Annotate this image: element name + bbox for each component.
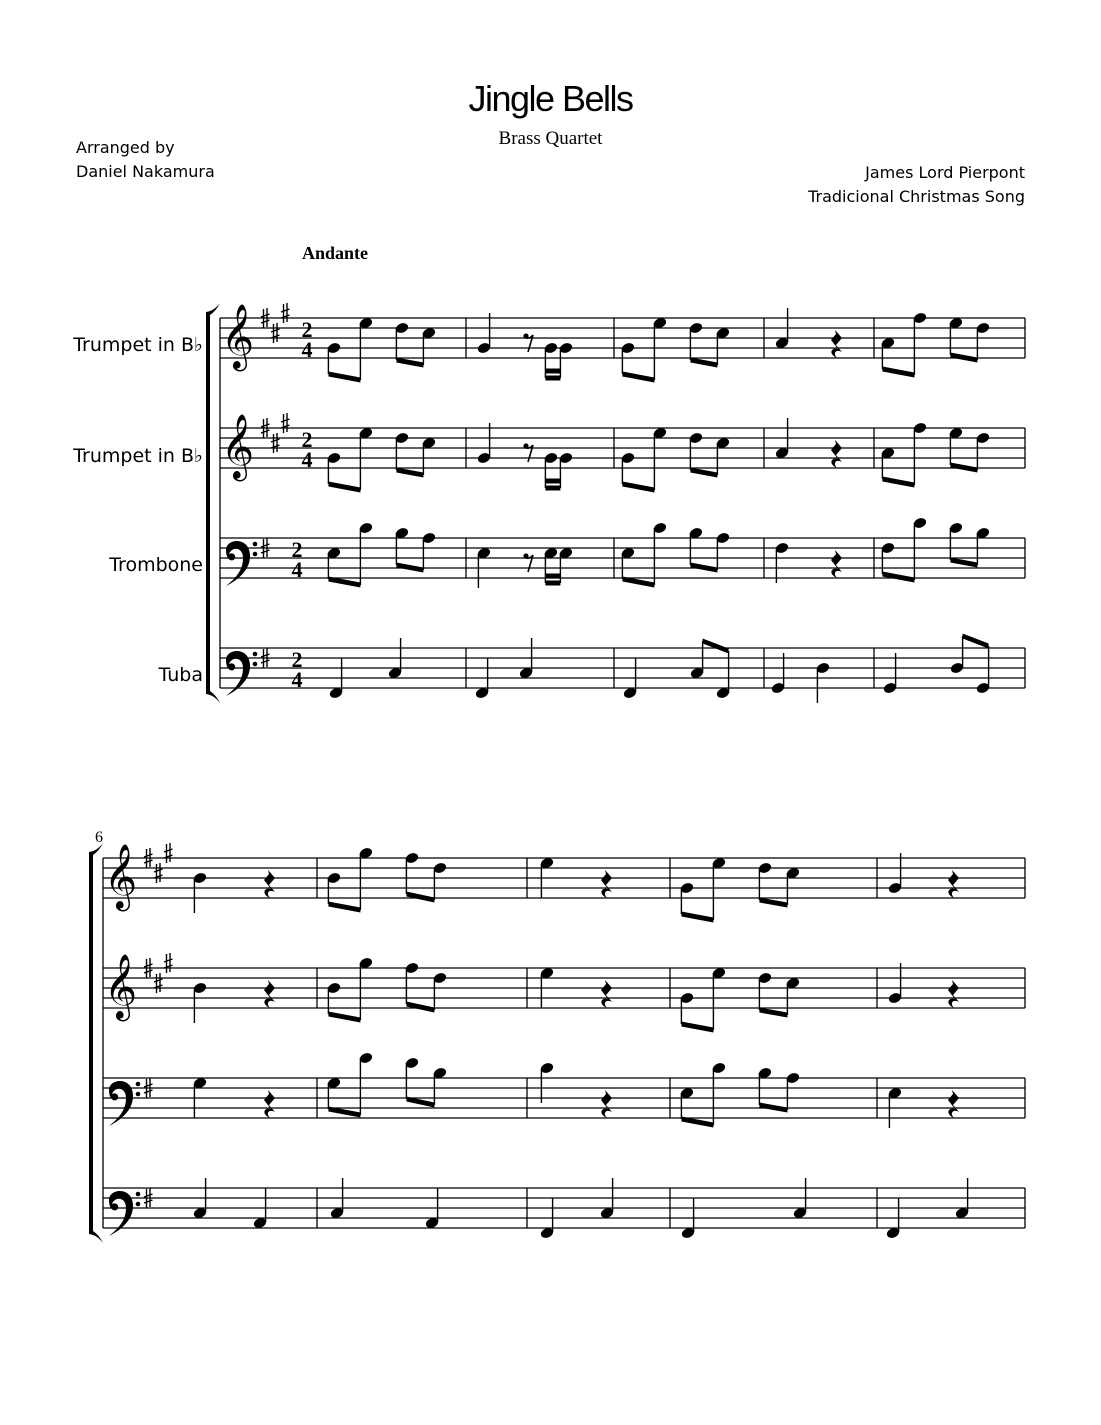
note-beam <box>328 902 360 913</box>
note-beam <box>882 477 914 488</box>
note-beam <box>545 376 560 381</box>
arranger-name: Daniel Nakamura <box>76 162 215 181</box>
note-beam <box>545 574 560 579</box>
system-bracket <box>89 852 93 1234</box>
bass-clef <box>109 1081 133 1126</box>
time-signature-denominator: 4 <box>301 337 313 362</box>
quarter-rest <box>831 550 842 578</box>
note-beam <box>882 367 914 378</box>
note-beam <box>950 558 977 568</box>
note-beam <box>545 581 560 586</box>
note-beam <box>622 372 654 383</box>
sharp-accidental <box>164 843 173 863</box>
eighth-rest <box>526 335 533 352</box>
sharp-accidental <box>164 953 173 973</box>
note-beam <box>545 486 560 491</box>
note-beam <box>759 1103 787 1113</box>
bass-clef <box>226 651 250 696</box>
note-beam <box>690 563 717 573</box>
sharp-accidental <box>281 303 290 323</box>
eighth-rest <box>526 555 533 572</box>
bass-clef-dot <box>136 1192 141 1197</box>
note-beam <box>963 634 989 649</box>
system-bracket <box>206 312 210 694</box>
note-beam <box>690 358 717 368</box>
time-signature-numerator: 2 <box>291 647 303 672</box>
note-beam <box>950 463 977 473</box>
bass-clef-dot <box>136 1202 141 1207</box>
quarter-rest <box>264 980 275 1008</box>
bass-clef-dot <box>136 1082 141 1087</box>
note-beam <box>328 482 360 493</box>
quarter-rest <box>601 870 612 898</box>
note-beam <box>545 479 560 484</box>
bracket-hook <box>206 691 220 703</box>
score-subtitle: Brass Quartet <box>498 128 603 149</box>
treble-clef: 𝄞 <box>104 844 138 909</box>
treble-clef: 𝄞 <box>221 304 255 369</box>
measure-number: 6 <box>95 829 103 846</box>
note-beam <box>396 358 423 368</box>
time-signature-numerator: 2 <box>301 427 313 452</box>
note-beam <box>703 639 729 654</box>
bracket-hook <box>89 1231 103 1243</box>
note-beam <box>690 468 717 478</box>
bass-clef-dot <box>253 662 258 667</box>
bass-clef-dot <box>136 1092 141 1097</box>
treble-clef: 𝄞 <box>104 954 138 1019</box>
note-beam <box>882 572 914 583</box>
time-signature-denominator: 4 <box>291 557 303 582</box>
system-1 <box>206 303 1025 703</box>
quarter-rest <box>831 330 842 358</box>
note-beam <box>396 563 423 573</box>
eighth-rest <box>526 445 533 462</box>
note-beam <box>681 912 713 923</box>
sharp-accidental <box>271 433 280 453</box>
sharp-accidental <box>271 323 280 343</box>
bass-clef <box>226 541 250 586</box>
bass-clef-dot <box>253 552 258 557</box>
instrument-label-trumpet-2: Trumpet in B♭ <box>73 445 203 467</box>
note-beam <box>328 372 360 383</box>
quarter-rest <box>948 980 959 1008</box>
sharp-accidental <box>154 863 163 883</box>
treble-clef: 𝄞 <box>221 414 255 479</box>
bass-clef-dot <box>253 652 258 657</box>
sharp-accidental <box>281 413 290 433</box>
note-beam <box>759 898 787 908</box>
time-signature-numerator: 2 <box>291 537 303 562</box>
instrument-label-tuba: Tuba <box>158 664 203 686</box>
tempo-marking: Andante <box>302 243 369 263</box>
sharp-accidental <box>154 973 163 993</box>
instrument-label-trombone: Trombone <box>109 554 203 576</box>
note-beam <box>406 1002 434 1013</box>
time-signature-denominator: 4 <box>301 447 313 472</box>
note-beam <box>622 482 654 493</box>
note-beam <box>681 1022 713 1033</box>
note-beam <box>759 1008 787 1018</box>
instrument-label-trumpet-1: Trumpet in B♭ <box>73 334 203 356</box>
quarter-rest <box>264 870 275 898</box>
composer-note: Tradicional Christmas Song <box>808 187 1025 206</box>
quarter-rest <box>948 1090 959 1118</box>
time-signature-numerator: 2 <box>301 317 313 342</box>
quarter-rest <box>601 1090 612 1118</box>
system-2 <box>89 843 1025 1243</box>
note-beam <box>328 1012 360 1023</box>
bracket-hook <box>89 843 103 855</box>
bass-clef <box>109 1191 133 1236</box>
score-title: Jingle Bells <box>468 78 633 119</box>
quarter-rest <box>601 980 612 1008</box>
quarter-rest <box>264 1090 275 1118</box>
time-signature-denominator: 4 <box>291 667 303 692</box>
quarter-rest <box>948 870 959 898</box>
note-beam <box>545 369 560 374</box>
note-beam <box>950 353 977 363</box>
composer-name: James Lord Pierpont <box>865 163 1025 182</box>
bracket-hook <box>206 303 220 315</box>
note-beam <box>406 892 434 903</box>
quarter-rest <box>831 440 842 468</box>
note-beam <box>396 468 423 478</box>
bass-clef-dot <box>253 542 258 547</box>
arranger-label: Arranged by <box>76 138 175 157</box>
